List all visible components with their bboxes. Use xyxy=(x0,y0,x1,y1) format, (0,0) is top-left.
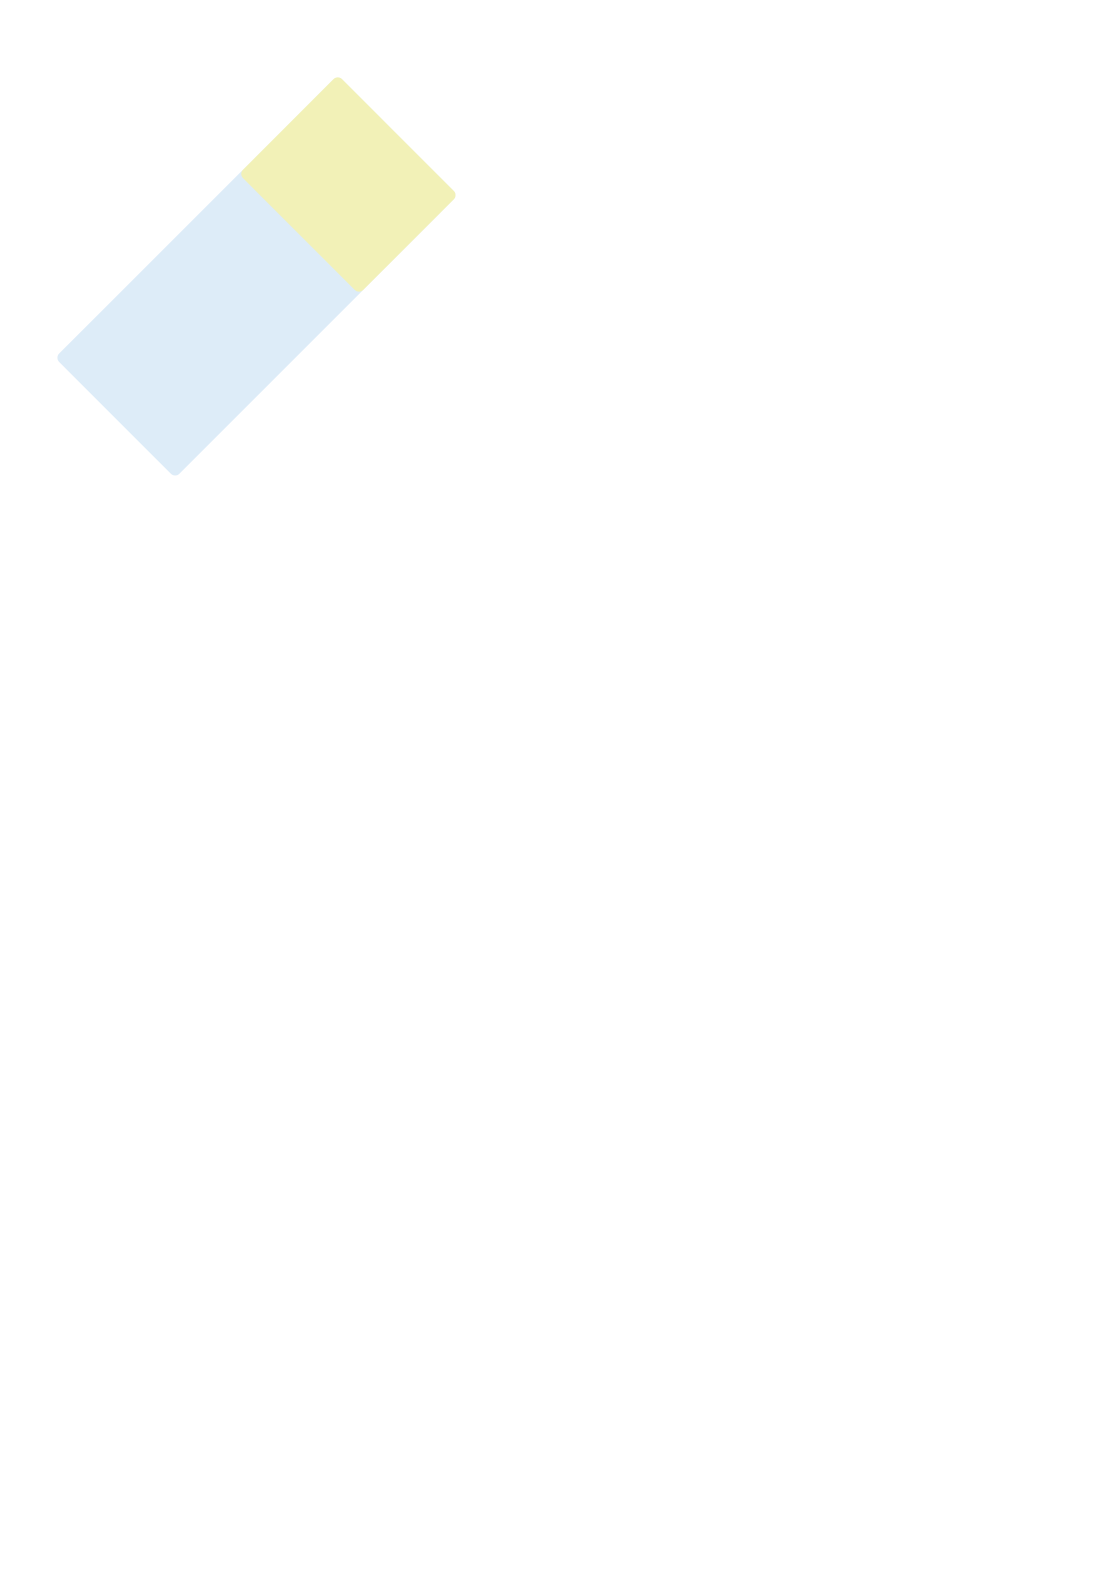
skuola-watermark-logo xyxy=(20,40,500,520)
